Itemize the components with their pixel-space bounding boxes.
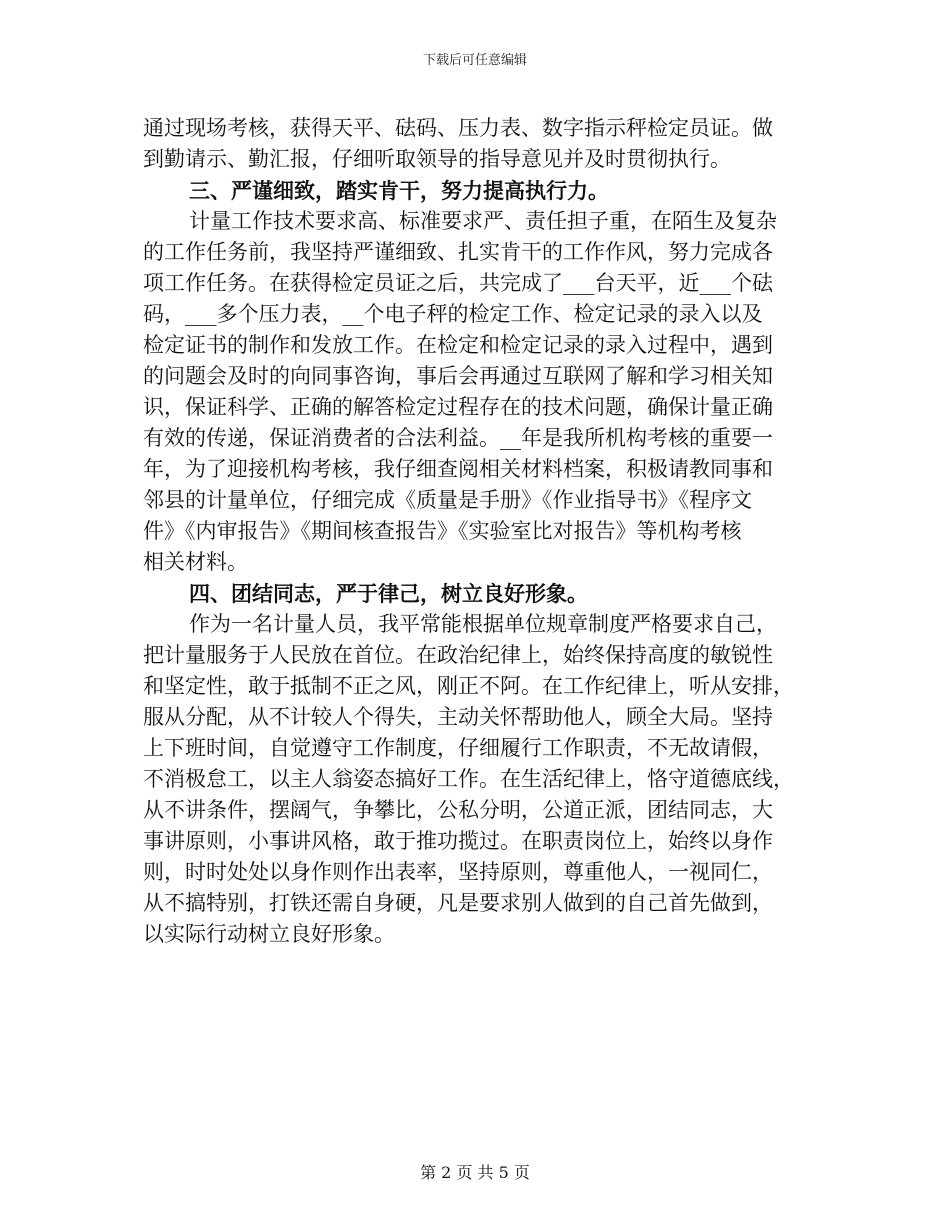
body-text-line: 识，保证科学、正确的解答检定过程存在的技术问题，确保计量正确 — [143, 395, 773, 419]
body-text-line: 邻县的计量单位，仔细完成《质量是手册》《作业指导书》《程序文 — [143, 488, 752, 512]
section-heading: 四、团结同志，严于律己，树立良好形象。 — [189, 581, 588, 606]
body-text-line: 上下班时间，自觉遵守工作制度，仔细履行工作职责，不无故请假， — [143, 736, 773, 760]
body-text-line: 则，时时处处以身作则作出表率，坚持原则，尊重他人，一视同仁， — [143, 860, 773, 884]
paragraph-start-line: 计量工作技术要求高、标准要求严、责任担子重，在陌生及复杂 — [189, 209, 777, 233]
body-text-line: 事讲原则，小事讲风格，敢于推功揽过。在职责岗位上，始终以身作 — [143, 829, 773, 853]
body-text-line: 有效的传递，保证消费者的合法利益。__年是我所机构考核的重要一 — [143, 426, 773, 450]
body-text-line: 服从分配，从不计较人个得失，主动关怀帮助他人，顾全大局。坚持 — [143, 705, 773, 729]
body-text-line: 项工作任务。在获得检定员证之后，共完成了___台天平，近___个砝 — [143, 271, 773, 295]
body-text-line: 以实际行动树立良好形象。 — [143, 922, 395, 946]
body-text-line: 不消极怠工，以主人翁姿态搞好工作。在生活纪律上，恪守道德底线， — [143, 767, 794, 791]
body-text-line: 从不讲条件，摆阔气，争攀比，公私分明，公道正派，团结同志，大 — [143, 798, 773, 822]
body-text-line: 码，___多个压力表，__个电子秤的检定工作、检定记录的录入以及 — [143, 302, 763, 326]
body-text-line: 检定证书的制作和发放工作。在检定和检定记录的录入过程中，遇到 — [143, 333, 773, 357]
page-number-footer: 第 2 页 共 5 页 — [420, 1163, 530, 1182]
body-text-line: 的工作任务前，我坚持严谨细致、扎实肯干的工作作风，努力完成各 — [143, 240, 773, 264]
paragraph-start-line: 作为一名计量人员，我平常能根据单位规章制度严格要求自己， — [189, 612, 777, 636]
document-body — [143, 113, 813, 950]
body-text-line: 的问题会及时的向同事咨询，事后会再通过互联网了解和学习相关知 — [143, 364, 773, 388]
body-text-line: 通过现场考核，获得天平、砝码、压力表、数字指示秤检定员证。做 — [143, 116, 773, 140]
body-text-line: 到勤请示、勤汇报，仔细听取领导的指导意见并及时贯彻执行。 — [143, 147, 731, 171]
body-text-line: 从不搞特别，打铁还需自身硬，凡是要求别人做到的自己首先做到， — [143, 891, 773, 915]
body-text-line: 相关材料。 — [143, 550, 248, 574]
body-text-line: 和坚定性，敢于抵制不正之风，刚正不阿。在工作纪律上，听从安排， — [143, 674, 794, 698]
section-heading: 三、严谨细致，踏实肯干，努力提高执行力。 — [189, 178, 609, 203]
body-text-line: 年，为了迎接机构考核，我仔细查阅相关材料档案，积极请教同事和 — [143, 457, 773, 481]
page-header: 下载后可任意编辑 — [422, 53, 527, 68]
body-text-line: 把计量服务于人民放在首位。在政治纪律上，始终保持高度的敏锐性 — [143, 643, 773, 667]
body-text-line: 件》《内审报告》《期间核查报告》《实验室比对报告》等机构考核 — [143, 519, 742, 543]
